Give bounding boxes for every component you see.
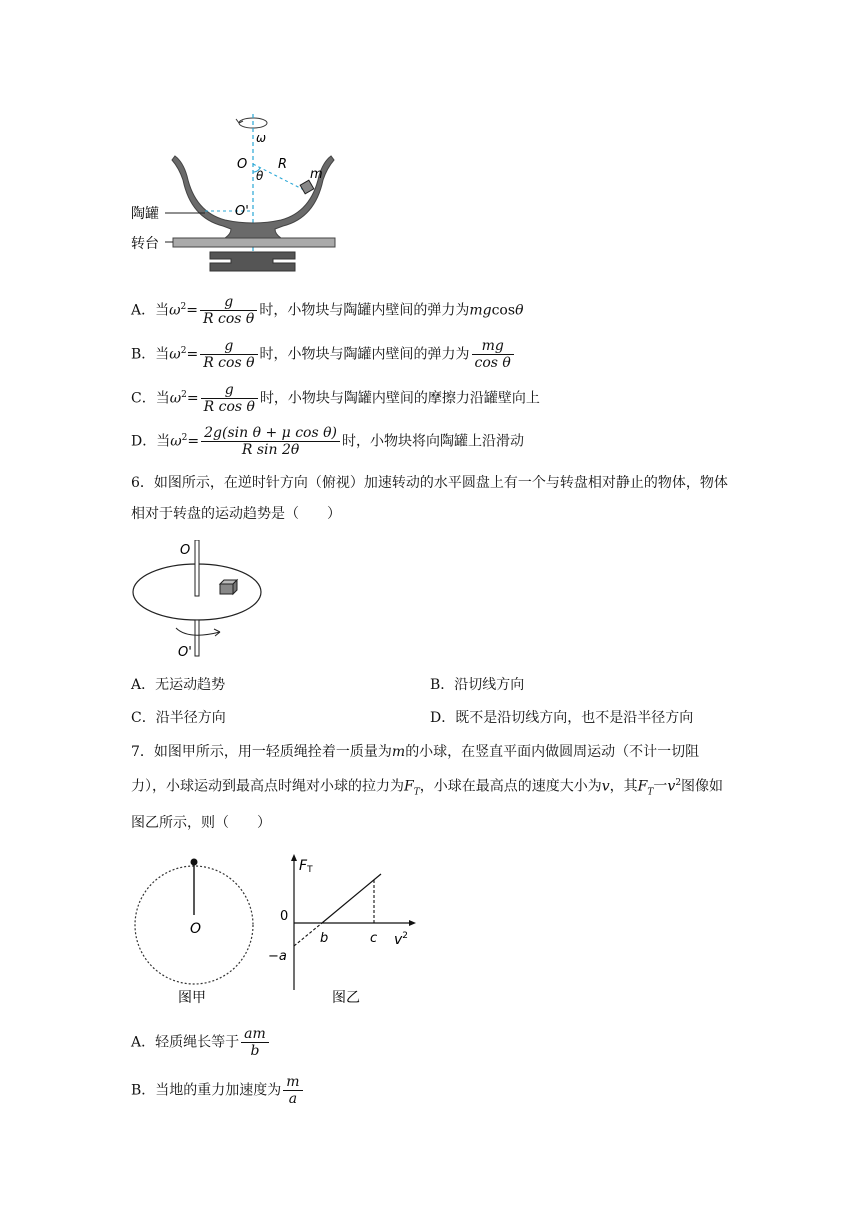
graph-line-solid <box>322 874 381 923</box>
figure-yi <box>266 850 426 1010</box>
zero-label: 0 <box>280 909 289 924</box>
c-label: c <box>370 931 378 946</box>
o-label: O <box>237 157 248 172</box>
q6-option-a: A．无运动趋势 <box>131 677 226 693</box>
ball <box>191 859 198 866</box>
q5-option-b: B．当$\omega^2=$ $\frac{g}{\text{R cos θ}}$ 时，小物块与陶罐内壁间的弹力为 $\frac{mg}{\text{cos θ}}$ <box>131 338 516 371</box>
q7-option-a: A．轻质绳长等于 $\frac{am}{b}$ <box>131 1026 271 1059</box>
q5-option-c: C．当$\omega^2=$ $\frac{g}{\text{R cos θ}}$ 时，小物块与陶罐内壁间的摩擦力沿罐壁向上 <box>131 382 540 415</box>
ft-axis-label: FT <box>299 858 313 875</box>
figure-jia <box>132 855 262 1010</box>
b-label: b <box>320 931 329 946</box>
o-label: O <box>190 921 202 937</box>
q6-option-c: C．沿半径方向 <box>131 710 226 726</box>
m-label: m <box>310 167 323 182</box>
q5-option-a: A．当$\omega^2=$ $\frac{g}{\text{R cos θ}}$ 时，小物块与陶罐内壁间的弹力为mgcosθ <box>131 294 524 327</box>
neg-a-label: −a <box>268 949 287 964</box>
q7-stem: 7．如图甲所示，用一轻质绳拴着一质量为m的小球，在竖直平面内做圆周运动（不计一切阻力），小球运动到最高点时绳对小球的拉力为$F_T$，小球在最高点的速度大小为v，其$F_T$一$v^2$图像如图乙所示，则（ ） <box>131 744 724 832</box>
q6-option-b: B．沿切线方向 <box>430 677 525 693</box>
axle-top <box>195 540 199 596</box>
o-label: O <box>180 543 191 558</box>
graph-line-dashed <box>294 923 322 946</box>
r-label: R <box>278 157 288 172</box>
omega-label: ω <box>256 131 267 145</box>
pot-label: 陶罐 <box>131 206 159 222</box>
turntable-plate <box>173 238 335 247</box>
q6-option-d: D．既不是沿切线方向，也不是沿半径方向 <box>430 710 694 726</box>
q6-stem: 6．如图所示，在逆时针方向（俯视）加速转动的水平圆盘上有一个与转盘相对静止的物体，物体相对于转盘的运动趋势是（ ） <box>131 475 728 522</box>
rotating-disc-figure <box>128 540 268 660</box>
pot-turntable-figure <box>125 112 345 282</box>
o-prime-label: O' <box>178 645 192 660</box>
y-axis-arrow <box>291 854 297 861</box>
theta-label: θ <box>256 169 264 183</box>
caption-jia: 图甲 <box>178 990 206 1006</box>
block-object <box>220 580 237 594</box>
o-prime-label: O' <box>235 204 249 219</box>
q5-option-d: D．当$\omega^2=$ $\frac{\text{2g(sin θ + μ cos θ)}}{\text{R sin 2θ}}$ 时，小物块将向陶罐上沿滑动 <box>131 425 524 458</box>
x-axis-arrow <box>409 920 416 926</box>
caption-yi: 图乙 <box>332 990 360 1006</box>
axle-bottom <box>195 620 199 656</box>
q7-option-b: B．当地的重力加速度为 $\frac{m}{a}$ <box>131 1074 305 1107</box>
small-block <box>300 180 314 194</box>
v2-axis-label: $v^2$ <box>394 931 409 948</box>
turntable-label: 转台 <box>131 236 159 252</box>
turntable-base <box>210 252 295 271</box>
